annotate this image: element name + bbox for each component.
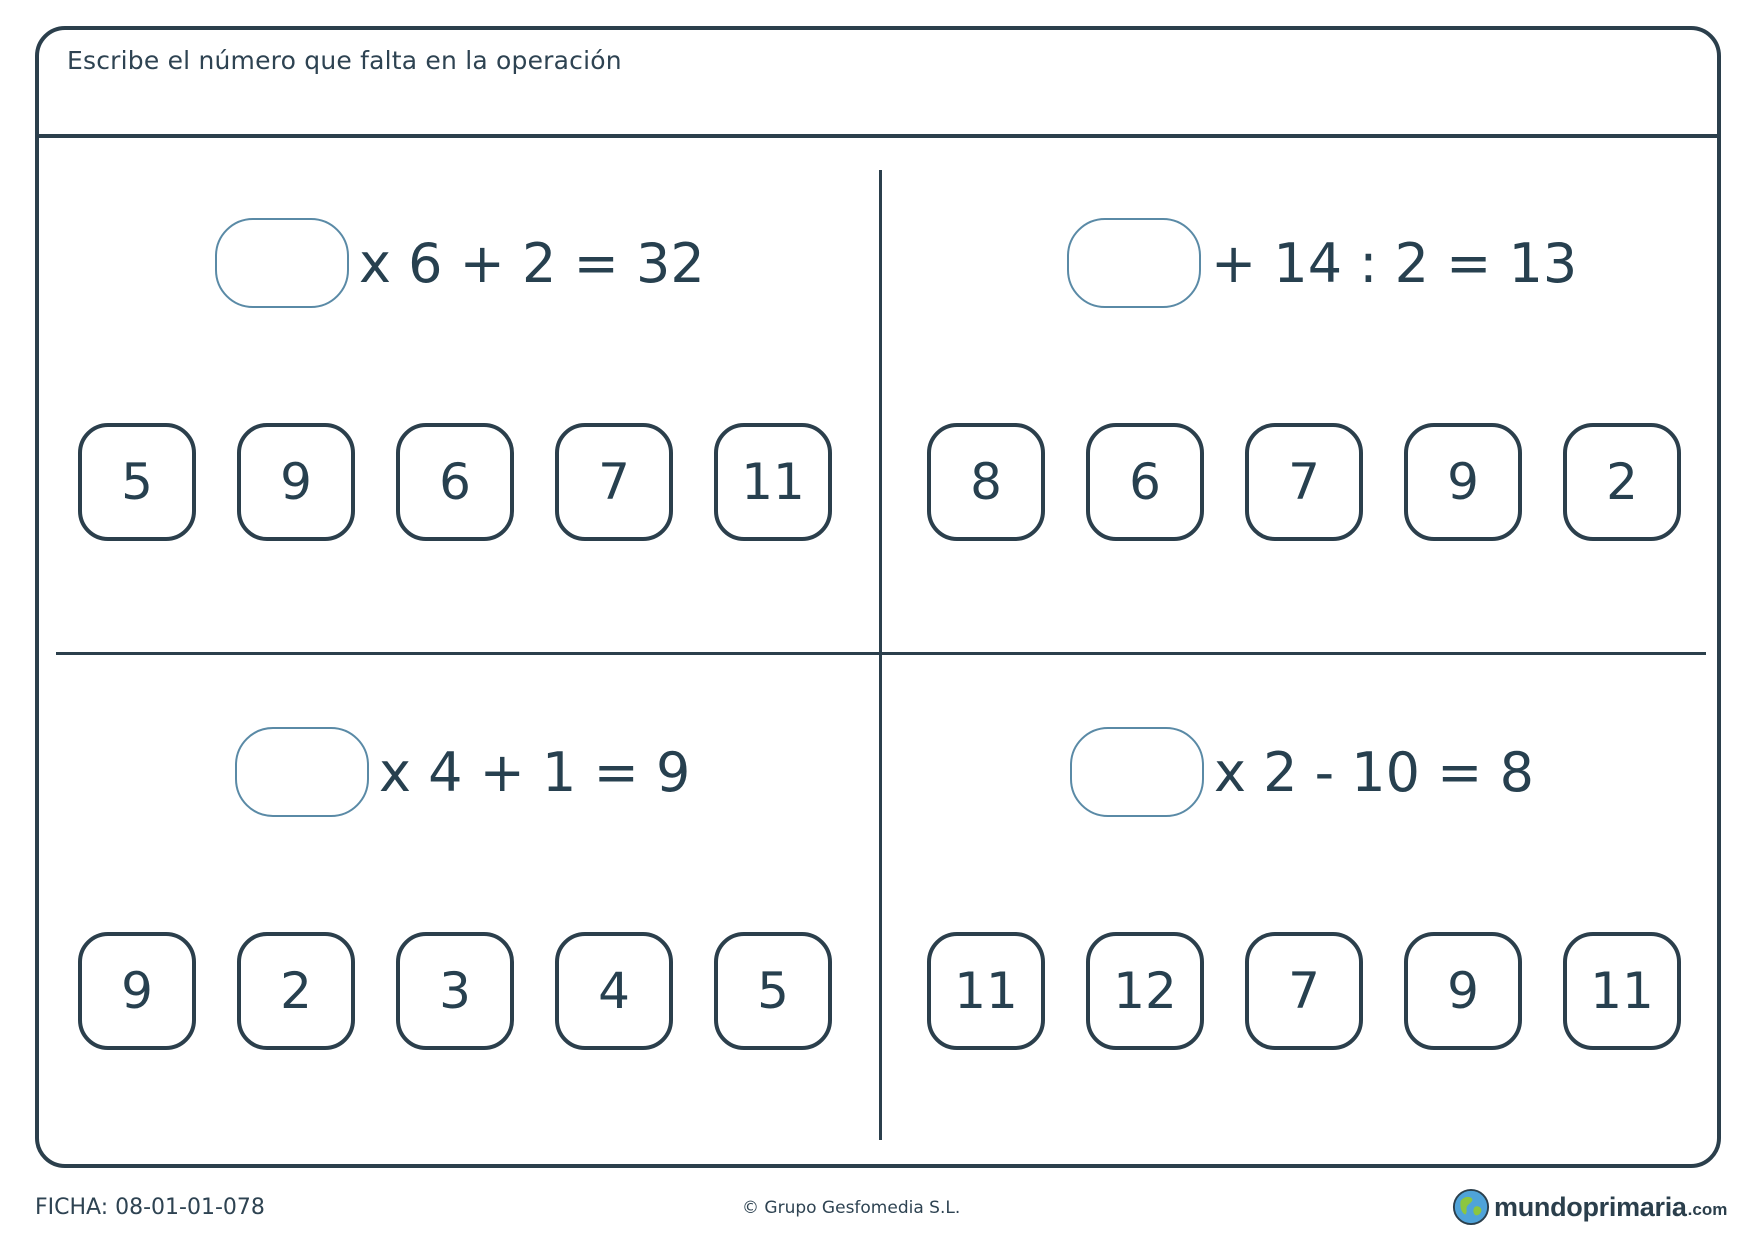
vertical-divider: [879, 170, 882, 1140]
exercise-4-option[interactable]: 11: [927, 932, 1045, 1050]
instruction-text: Escribe el número que falta en la operación: [67, 46, 622, 75]
horizontal-divider: [56, 652, 1706, 655]
globe-icon: [1452, 1188, 1490, 1226]
exercise-4-expression: x 2 - 10 = 8: [1214, 740, 1534, 804]
exercise-2-option[interactable]: 8: [927, 423, 1045, 541]
exercise-4-options: [927, 932, 1681, 1050]
exercise-1-option[interactable]: 5: [78, 423, 196, 541]
exercise-3-option[interactable]: 5: [714, 932, 832, 1050]
worksheet-code: FICHA: 08-01-01-078: [35, 1195, 265, 1220]
exercise-4-option[interactable]: 12: [1086, 932, 1204, 1050]
copyright-text: © Grupo Gesfomedia S.L.: [742, 1198, 961, 1218]
exercise-2-equation: [1067, 218, 1577, 308]
exercise-2-answer-box[interactable]: [1067, 218, 1201, 308]
exercise-2-option[interactable]: 2: [1563, 423, 1681, 541]
exercise-1-options: [78, 423, 832, 541]
header-divider: [39, 134, 1717, 138]
exercise-3-answer-box[interactable]: [235, 727, 369, 817]
exercise-3-option[interactable]: 4: [555, 932, 673, 1050]
brand-name: mundoprimaria: [1494, 1191, 1687, 1222]
brand-logo[interactable]: [1452, 1188, 1727, 1226]
exercise-2-option[interactable]: 9: [1404, 423, 1522, 541]
exercise-1-option[interactable]: 7: [555, 423, 673, 541]
exercise-1-option[interactable]: 6: [396, 423, 514, 541]
exercise-1-option[interactable]: 9: [237, 423, 355, 541]
exercise-2-expression: + 14 : 2 = 13: [1211, 231, 1578, 295]
exercise-4-option[interactable]: 7: [1245, 932, 1363, 1050]
exercise-2-option[interactable]: 6: [1086, 423, 1204, 541]
exercise-2-options: [927, 423, 1681, 541]
exercise-3-options: [78, 932, 832, 1050]
exercise-4-equation: [1070, 727, 1534, 817]
exercise-4-answer-box[interactable]: [1070, 727, 1204, 817]
exercise-4-option[interactable]: 9: [1404, 932, 1522, 1050]
brand-tld: .com: [1687, 1200, 1728, 1219]
exercise-3-equation: [235, 727, 690, 817]
exercise-4-option[interactable]: 11: [1563, 932, 1681, 1050]
exercise-1-option[interactable]: 11: [714, 423, 832, 541]
worksheet-frame: [35, 26, 1721, 1168]
exercise-1-expression: x 6 + 2 = 32: [359, 231, 705, 295]
exercise-3-option[interactable]: 2: [237, 932, 355, 1050]
exercise-3-expression: x 4 + 1 = 9: [379, 740, 691, 804]
exercise-1-answer-box[interactable]: [215, 218, 349, 308]
exercise-2-option[interactable]: 7: [1245, 423, 1363, 541]
exercise-3-option[interactable]: 3: [396, 932, 514, 1050]
exercise-1-equation: [215, 218, 705, 308]
exercise-3-option[interactable]: 9: [78, 932, 196, 1050]
